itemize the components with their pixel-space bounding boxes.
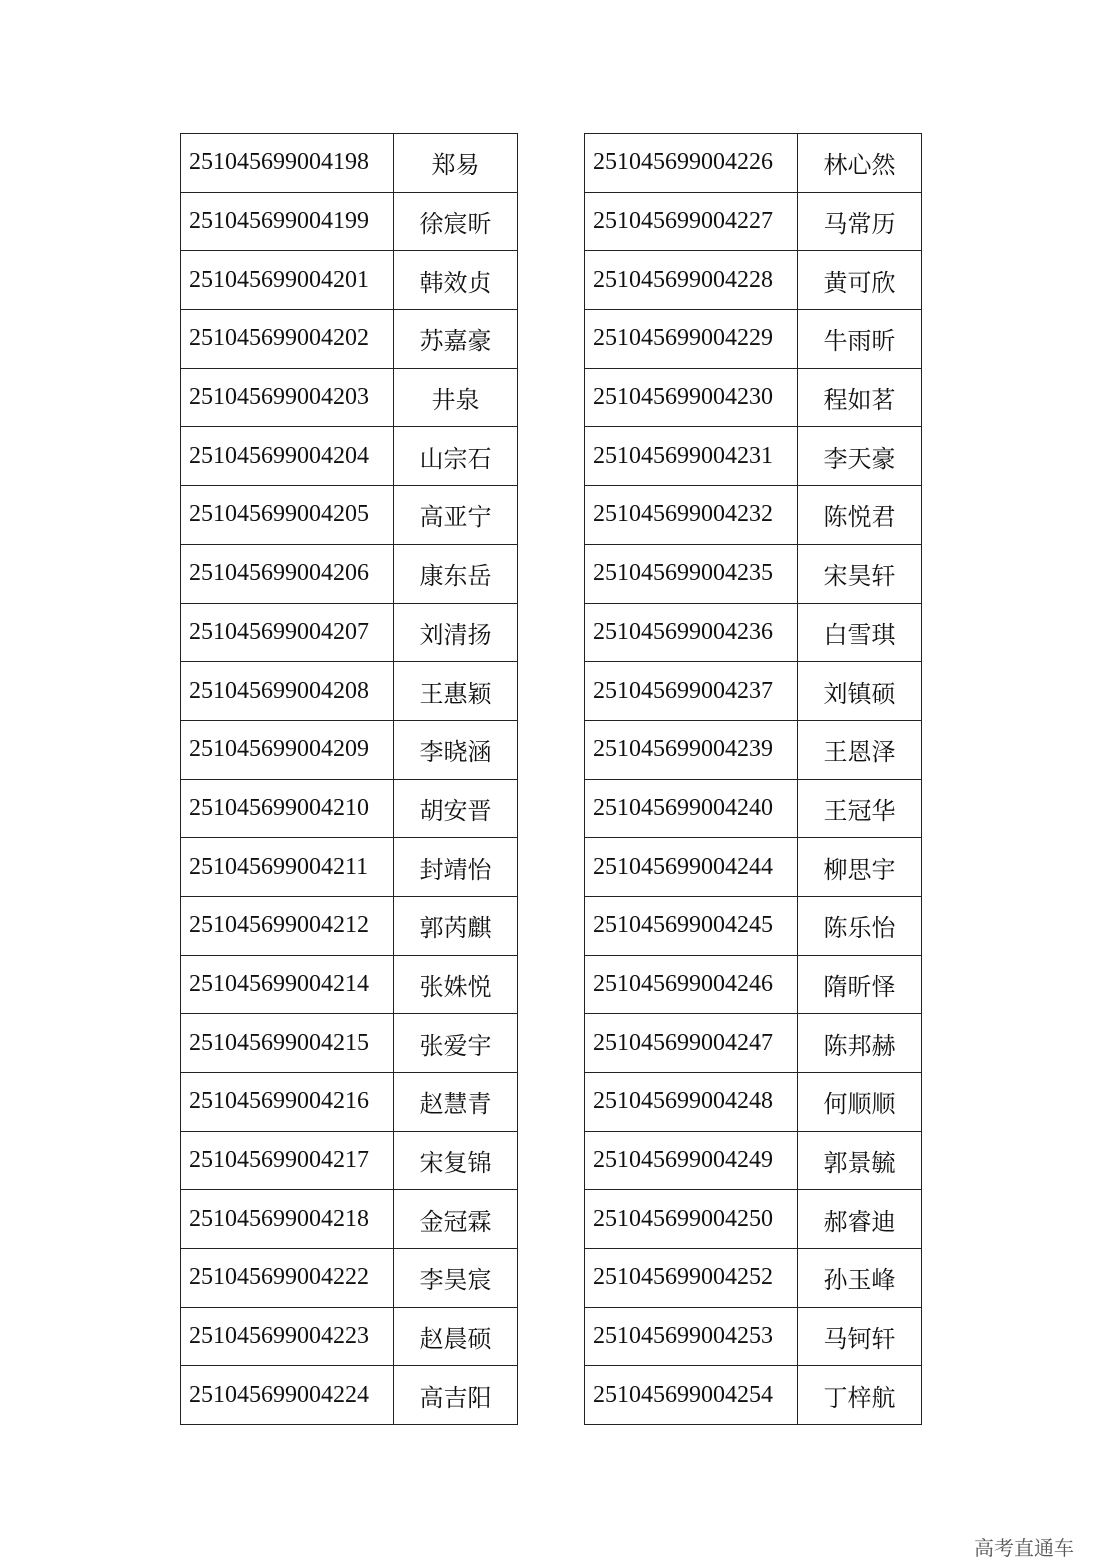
table-row <box>181 896 518 955</box>
table-row <box>585 310 922 369</box>
candidate-name: 徐宸昕 <box>394 192 518 251</box>
candidate-id: 251045699004201 <box>181 251 394 310</box>
candidate-id: 251045699004198 <box>181 134 394 193</box>
table-row <box>181 134 518 193</box>
candidate-name: 牛雨昕 <box>798 310 922 369</box>
candidate-id: 251045699004249 <box>585 1131 798 1190</box>
candidate-id: 251045699004227 <box>585 192 798 251</box>
candidate-id: 251045699004205 <box>181 486 394 545</box>
candidate-id: 251045699004203 <box>181 368 394 427</box>
table-row <box>585 896 922 955</box>
candidate-id: 251045699004237 <box>585 662 798 721</box>
left-roster-body <box>181 134 518 1425</box>
candidate-id: 251045699004244 <box>585 838 798 897</box>
table-row <box>181 603 518 662</box>
table-row <box>585 251 922 310</box>
candidate-name: 郭芮麒 <box>394 896 518 955</box>
candidate-id: 251045699004214 <box>181 955 394 1014</box>
candidate-id: 251045699004202 <box>181 310 394 369</box>
candidate-name: 程如茗 <box>798 368 922 427</box>
candidate-id: 251045699004230 <box>585 368 798 427</box>
table-row <box>585 955 922 1014</box>
table-row <box>181 720 518 779</box>
table-row <box>181 1307 518 1366</box>
candidate-name: 苏嘉豪 <box>394 310 518 369</box>
table-row <box>585 1307 922 1366</box>
candidate-name: 张姝悦 <box>394 955 518 1014</box>
candidate-id: 251045699004245 <box>585 896 798 955</box>
candidate-name: 宋昊轩 <box>798 544 922 603</box>
table-row <box>585 1190 922 1249</box>
candidate-name: 韩效贞 <box>394 251 518 310</box>
candidate-id: 251045699004223 <box>181 1307 394 1366</box>
table-row <box>181 192 518 251</box>
table-row <box>181 838 518 897</box>
candidate-name: 赵慧青 <box>394 1073 518 1132</box>
table-row <box>585 720 922 779</box>
candidate-id: 251045699004240 <box>585 779 798 838</box>
watermark-text: 高考直通车 <box>974 1536 1074 1560</box>
candidate-id: 251045699004207 <box>181 603 394 662</box>
candidate-id: 251045699004204 <box>181 427 394 486</box>
candidate-id: 251045699004206 <box>181 544 394 603</box>
candidate-name: 封靖怡 <box>394 838 518 897</box>
candidate-name: 高吉阳 <box>394 1366 518 1425</box>
table-row <box>585 1366 922 1425</box>
candidate-name: 丁梓航 <box>798 1366 922 1425</box>
candidate-id: 251045699004246 <box>585 955 798 1014</box>
table-row <box>585 838 922 897</box>
candidate-name: 陈乐怡 <box>798 896 922 955</box>
table-row <box>181 368 518 427</box>
candidate-name: 金冠霖 <box>394 1190 518 1249</box>
candidate-name: 宋复锦 <box>394 1131 518 1190</box>
candidate-name: 胡安晋 <box>394 779 518 838</box>
candidate-name: 李昊宸 <box>394 1249 518 1308</box>
candidate-name: 马钶轩 <box>798 1307 922 1366</box>
candidate-id: 251045699004247 <box>585 1014 798 1073</box>
candidate-name: 王冠华 <box>798 779 922 838</box>
candidate-id: 251045699004252 <box>585 1249 798 1308</box>
candidate-id: 251045699004208 <box>181 662 394 721</box>
table-row <box>181 955 518 1014</box>
right-roster-table <box>584 133 922 1425</box>
table-row <box>585 368 922 427</box>
candidate-name: 陈悦君 <box>798 486 922 545</box>
candidate-id: 251045699004235 <box>585 544 798 603</box>
table-row <box>181 662 518 721</box>
candidate-id: 251045699004250 <box>585 1190 798 1249</box>
table-row <box>585 427 922 486</box>
candidate-name: 马常历 <box>798 192 922 251</box>
table-row <box>585 1249 922 1308</box>
candidate-name: 刘镇硕 <box>798 662 922 721</box>
candidate-name: 康东岳 <box>394 544 518 603</box>
candidate-name: 柳思宇 <box>798 838 922 897</box>
candidate-name: 郑易 <box>394 134 518 193</box>
candidate-name: 李晓涵 <box>394 720 518 779</box>
candidate-id: 251045699004229 <box>585 310 798 369</box>
table-row <box>181 779 518 838</box>
candidate-name: 赵晨硕 <box>394 1307 518 1366</box>
candidate-name: 王恩泽 <box>798 720 922 779</box>
table-row <box>181 251 518 310</box>
candidate-id: 251045699004222 <box>181 1249 394 1308</box>
candidate-name: 井泉 <box>394 368 518 427</box>
candidate-id: 251045699004226 <box>585 134 798 193</box>
candidate-id: 251045699004215 <box>181 1014 394 1073</box>
left-roster-table <box>180 133 518 1425</box>
table-row <box>181 427 518 486</box>
candidate-id: 251045699004231 <box>585 427 798 486</box>
candidate-name: 高亚宁 <box>394 486 518 545</box>
table-row <box>181 1014 518 1073</box>
candidate-name: 郝睿迪 <box>798 1190 922 1249</box>
table-row <box>585 662 922 721</box>
candidate-name: 郭景毓 <box>798 1131 922 1190</box>
candidate-id: 251045699004218 <box>181 1190 394 1249</box>
candidate-id: 251045699004236 <box>585 603 798 662</box>
candidate-name: 张爱宇 <box>394 1014 518 1073</box>
table-row <box>585 1073 922 1132</box>
candidate-id: 251045699004224 <box>181 1366 394 1425</box>
candidate-name: 林心然 <box>798 134 922 193</box>
table-row <box>181 1366 518 1425</box>
table-row <box>181 544 518 603</box>
table-row <box>585 486 922 545</box>
table-row <box>181 1073 518 1132</box>
candidate-name: 何顺顺 <box>798 1073 922 1132</box>
candidate-id: 251045699004216 <box>181 1073 394 1132</box>
candidate-name: 黄可欣 <box>798 251 922 310</box>
table-row <box>585 544 922 603</box>
candidate-id: 251045699004211 <box>181 838 394 897</box>
candidate-name: 陈邦赫 <box>798 1014 922 1073</box>
table-row <box>181 310 518 369</box>
candidate-name: 李天豪 <box>798 427 922 486</box>
candidate-name: 白雪琪 <box>798 603 922 662</box>
table-row <box>585 134 922 193</box>
candidate-name: 山宗石 <box>394 427 518 486</box>
table-row <box>585 1014 922 1073</box>
candidate-id: 251045699004210 <box>181 779 394 838</box>
table-row <box>585 779 922 838</box>
candidate-name: 刘清扬 <box>394 603 518 662</box>
table-row <box>181 1249 518 1308</box>
candidate-id: 251045699004209 <box>181 720 394 779</box>
right-roster-body <box>585 134 922 1425</box>
candidate-id: 251045699004254 <box>585 1366 798 1425</box>
table-row <box>585 1131 922 1190</box>
table-row <box>181 486 518 545</box>
table-row <box>181 1131 518 1190</box>
candidate-id: 251045699004199 <box>181 192 394 251</box>
candidate-name: 王惠颖 <box>394 662 518 721</box>
candidate-name: 隋昕怿 <box>798 955 922 1014</box>
candidate-id: 251045699004232 <box>585 486 798 545</box>
table-row <box>181 1190 518 1249</box>
table-row <box>585 192 922 251</box>
candidate-name: 孙玉峰 <box>798 1249 922 1308</box>
table-row <box>585 603 922 662</box>
candidate-id: 251045699004248 <box>585 1073 798 1132</box>
candidate-id: 251045699004239 <box>585 720 798 779</box>
candidate-id: 251045699004212 <box>181 896 394 955</box>
candidate-id: 251045699004253 <box>585 1307 798 1366</box>
candidate-id: 251045699004217 <box>181 1131 394 1190</box>
candidate-id: 251045699004228 <box>585 251 798 310</box>
